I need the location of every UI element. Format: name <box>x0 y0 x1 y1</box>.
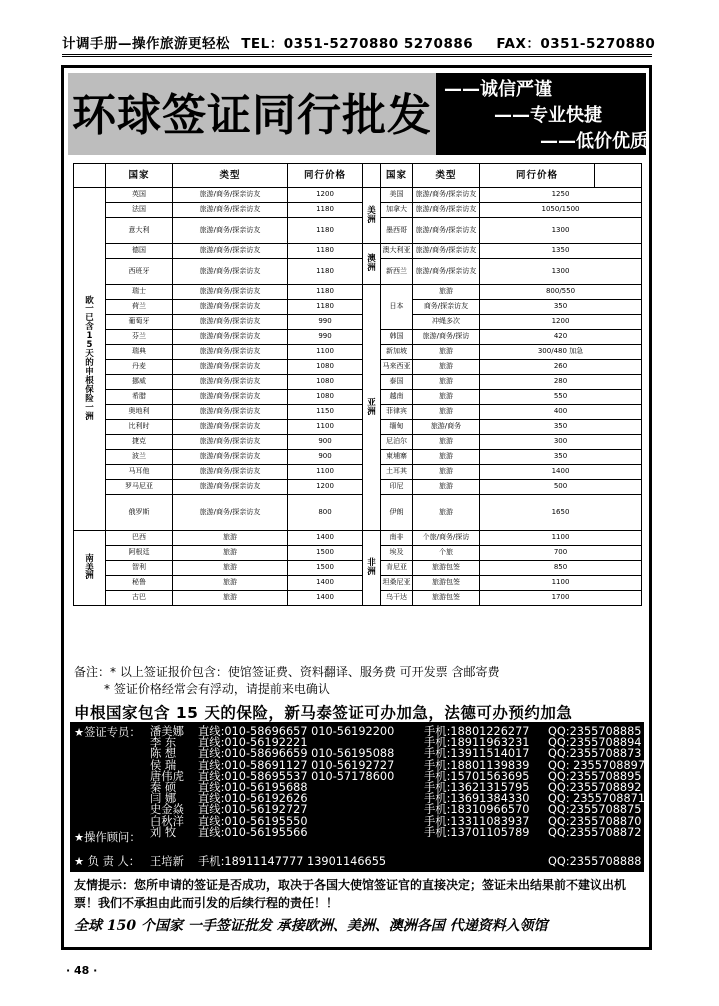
type-cell: 旅游 <box>413 285 480 300</box>
contact-qq: QQ:2355708895 <box>548 769 642 783</box>
contact-landline: 直线:010-56195688 <box>198 781 308 794</box>
country-cell: 尼泊尔 <box>381 435 413 450</box>
table-row <box>74 531 642 546</box>
price-cell: 800 <box>288 495 363 531</box>
type-cell: 旅游/商务/探亲访友 <box>173 420 288 435</box>
contact-landline: 直线:010-58696659 010-56195088 <box>198 747 395 761</box>
region-europe: 欧 一 已 含 1 5 天 的 申 根 保 险 一 洲 <box>74 188 106 531</box>
type-cell: 旅游/商务/探亲访友 <box>173 360 288 375</box>
price-cell: 1050/1500 <box>480 203 642 218</box>
price-cell: 1100 <box>288 420 363 435</box>
country-cell: 柬埔寨 <box>381 450 413 465</box>
type-cell: 旅游包签 <box>413 576 480 591</box>
table-row <box>74 300 642 315</box>
contact-qq: QQ:2355708870 <box>548 814 642 828</box>
country-cell: 智利 <box>106 561 173 576</box>
contact-qq: QQ:2355708875 <box>548 803 642 817</box>
type-cell: 旅游 <box>173 576 288 591</box>
country-cell: 缅甸 <box>381 420 413 435</box>
footer-slogan: 全球 150 个国家 一手签证批发 承接欧洲、美洲、澳洲各国 代递资料入领馆 <box>74 918 548 934</box>
type-cell: 旅游/商务/探亲访友 <box>173 218 288 244</box>
type-cell: 旅游 <box>413 405 480 420</box>
contact-landline: 直线:010-56195566 <box>198 825 308 839</box>
country-cell: 英国 <box>106 188 173 203</box>
price-cell: 1350 <box>480 244 642 259</box>
table-row <box>74 420 642 435</box>
country-cell: 葡萄牙 <box>106 315 173 330</box>
table-row <box>74 435 642 450</box>
type-cell: 旅游/商务/探亲访友 <box>173 203 288 218</box>
price-cell: 350 <box>480 420 642 435</box>
type-cell: 旅游 <box>413 465 480 480</box>
table-row <box>74 576 642 591</box>
contact-mobile: 手机:18911963231 <box>424 736 530 750</box>
price-cell: 1100 <box>288 465 363 480</box>
price-cell: 990 <box>288 315 363 330</box>
type-cell: 旅游/商务/探亲访友 <box>413 218 480 244</box>
price-cell: 990 <box>288 330 363 345</box>
type-cell: 旅游 <box>173 591 288 606</box>
contact-name: 潘美娜 <box>150 725 184 738</box>
region-south-america: 南 美 洲 <box>74 531 106 606</box>
manager-qq: QQ:2355708888 <box>548 855 642 868</box>
price-cell: 1400 <box>480 465 642 480</box>
contact-landline: 直线:010-58691127 010-56192727 <box>198 758 395 772</box>
contact-qq: QQ:2355708872 <box>548 825 642 839</box>
table-row <box>74 244 642 259</box>
table-row <box>74 405 642 420</box>
table-row <box>74 315 642 330</box>
contact-mobile: 手机:13691384330 <box>424 792 530 806</box>
contact-box <box>70 722 644 872</box>
country-cell: 乌干达 <box>381 591 413 606</box>
header-title: 计调手册—操作旅游更轻松 <box>62 36 230 52</box>
contact-name: 史金焱 <box>150 803 184 817</box>
country-cell: 西班牙 <box>106 259 173 285</box>
price-cell: 300/480 加急 <box>480 345 642 360</box>
price-cell: 350 <box>480 300 642 315</box>
price-cell: 1400 <box>288 591 363 606</box>
country-cell: 泰国 <box>381 375 413 390</box>
country-cell: 希腊 <box>106 390 173 405</box>
type-cell: 旅游 <box>413 345 480 360</box>
country-cell: 巴西 <box>106 531 173 546</box>
contact-mobile: 手机:13701105789 <box>424 825 530 839</box>
table-row <box>74 390 642 405</box>
country-cell: 南非 <box>381 531 413 546</box>
country-cell: 加拿大 <box>381 203 413 218</box>
type-cell: 旅游/商务/探亲访友 <box>173 435 288 450</box>
type-cell: 旅游 <box>413 480 480 495</box>
price-cell: 1080 <box>288 360 363 375</box>
contact-name: 刘 牧 <box>150 825 177 839</box>
table-row <box>74 188 642 203</box>
price-cell: 1700 <box>480 591 642 606</box>
type-cell: 旅游/商务/探亲访友 <box>173 300 288 315</box>
type-cell: 旅游/商务 <box>413 420 480 435</box>
contact-landline: 直线:010-56192727 <box>198 803 308 817</box>
type-cell: 旅游/商务/探亲访友 <box>173 259 288 285</box>
price-cell: 850 <box>480 561 642 576</box>
table-row <box>74 345 642 360</box>
type-cell: 旅游/商务/探亲访友 <box>413 259 480 285</box>
contact-name: 白秋洋 <box>150 814 184 828</box>
price-cell: 1100 <box>288 345 363 360</box>
type-cell: 旅游/商务/探亲访友 <box>173 188 288 203</box>
type-cell: 旅游/商务/探亲访友 <box>173 465 288 480</box>
price-cell: 1180 <box>288 300 363 315</box>
region-americas: 美 洲 <box>363 188 381 244</box>
contact-name: 侯 瑞 <box>150 758 177 772</box>
type-cell: 旅游 <box>413 495 480 531</box>
type-cell: 旅游/商务/探亲访友 <box>173 375 288 390</box>
country-cell: 挪威 <box>106 375 173 390</box>
table-row <box>74 259 642 285</box>
note-2: * 签证价格经常会有浮动，请提前来电确认 <box>104 682 330 696</box>
label-advisor: ★操作顾问： <box>74 831 141 844</box>
contact-landline: 直线:010-58696657 010-56192200 <box>198 725 395 738</box>
label-manager: ★ 负 责 人： <box>74 855 141 868</box>
country-cell: 越南 <box>381 390 413 405</box>
country-cell: 土耳其 <box>381 465 413 480</box>
contact-name: 闫 娜 <box>150 792 177 806</box>
country-cell: 瑞典 <box>106 345 173 360</box>
type-cell: 旅游/商务/探亲访友 <box>173 480 288 495</box>
banner-slogans <box>436 73 646 155</box>
table-row <box>74 546 642 561</box>
contact-name: 唐伟虎 <box>150 769 184 783</box>
country-cell: 坦桑尼亚 <box>381 576 413 591</box>
table-row <box>74 591 642 606</box>
type-cell: 旅游/商务/探亲访友 <box>413 244 480 259</box>
country-cell: 墨西哥 <box>381 218 413 244</box>
banner <box>68 73 646 155</box>
price-cell: 900 <box>288 450 363 465</box>
label-specialist: ★签证专员： <box>74 726 141 739</box>
col-price: 同行价格 <box>288 164 363 188</box>
country-cell: 波兰 <box>106 450 173 465</box>
price-cell: 1080 <box>288 390 363 405</box>
price-cell: 550 <box>480 390 642 405</box>
price-cell: 1180 <box>288 285 363 300</box>
type-cell: 旅游/商务/探亲访友 <box>413 203 480 218</box>
type-cell: 旅游/商务/探亲访友 <box>173 405 288 420</box>
country-cell: 古巴 <box>106 591 173 606</box>
warning-text: 友情提示：您所申请的签证是否成功，取决于各国大使馆签证官的直接决定；签证未出结果前不建议出机票！我们不承担由此而引发的后续行程的责任！！ <box>74 878 627 910</box>
price-cell: 300 <box>480 435 642 450</box>
type-cell: 个旅/商务/探访 <box>413 531 480 546</box>
slogan-1: ——诚信严谨 <box>444 79 552 100</box>
type-cell: 旅游 <box>413 435 480 450</box>
price-cell: 1400 <box>288 531 363 546</box>
price-cell: 1200 <box>480 315 642 330</box>
country-cell: 罗马尼亚 <box>106 480 173 495</box>
table-row <box>74 203 642 218</box>
table-row <box>74 465 642 480</box>
contact-qq: QQ: 2355708897 <box>548 758 646 772</box>
contact-name: 李 东 <box>150 736 177 750</box>
type-cell: 旅游/商务/探亲访友 <box>413 188 480 203</box>
table-row <box>74 495 642 531</box>
type-cell: 旅游/商务/探亲访友 <box>173 345 288 360</box>
type-cell: 旅游 <box>413 390 480 405</box>
table-row <box>74 375 642 390</box>
region-oceania: 澳 洲 <box>363 244 381 285</box>
type-cell: 旅游 <box>413 450 480 465</box>
price-cell: 260 <box>480 360 642 375</box>
slogan-2: ——专业快捷 <box>494 105 602 126</box>
manager-mobile: 手机:18911147777 13901146655 <box>198 855 387 868</box>
country-cell: 美国 <box>381 188 413 203</box>
price-cell: 1650 <box>480 495 642 531</box>
price-cell: 1250 <box>480 188 642 203</box>
country-cell: 菲律宾 <box>381 405 413 420</box>
price-cell: 1200 <box>288 188 363 203</box>
price-cell: 700 <box>480 546 642 561</box>
contact-mobile: 手机:15701563695 <box>424 769 530 783</box>
type-cell: 冲绳多次 <box>413 315 480 330</box>
type-cell: 旅游/商务/探亲访友 <box>173 285 288 300</box>
highlight-text: 申根国家包含 15 天的保险，新马泰签证可办加急，法德可办预约加急 <box>74 704 573 722</box>
price-cell: 350 <box>480 450 642 465</box>
price-cell: 1300 <box>480 218 642 244</box>
price-cell: 1400 <box>288 576 363 591</box>
country-cell: 德国 <box>106 244 173 259</box>
country-cell: 秘鲁 <box>106 576 173 591</box>
country-cell: 阿根廷 <box>106 546 173 561</box>
country-cell: 瑞士 <box>106 285 173 300</box>
price-cell: 1100 <box>480 576 642 591</box>
banner-title: 环球签证同行批发 <box>72 90 432 141</box>
price-cell: 400 <box>480 405 642 420</box>
contact-mobile: 手机:18310966570 <box>424 803 530 817</box>
country-cell: 奥地利 <box>106 405 173 420</box>
table-row <box>74 450 642 465</box>
table-row <box>74 330 642 345</box>
country-cell: 韩国 <box>381 330 413 345</box>
price-cell: 1300 <box>480 259 642 285</box>
page-number: · 48 · <box>66 964 98 977</box>
header-blank <box>595 164 642 188</box>
country-cell: 新加坡 <box>381 345 413 360</box>
country-cell: 印尼 <box>381 480 413 495</box>
col-price: 同行价格 <box>480 164 595 188</box>
col-type: 类型 <box>173 164 288 188</box>
type-cell: 旅游 <box>173 561 288 576</box>
contact-qq: QQ:2355708892 <box>548 781 642 794</box>
type-cell: 旅游/商务/探亲访友 <box>173 244 288 259</box>
price-cell: 1180 <box>288 244 363 259</box>
contact-mobile: 手机:13911514017 <box>424 747 530 761</box>
contact-mobile: 手机:18801139839 <box>424 758 530 772</box>
country-cell: 马耳他 <box>106 465 173 480</box>
contact-landline: 直线:010-56192626 <box>198 792 308 806</box>
country-cell: 荷兰 <box>106 300 173 315</box>
price-cell: 280 <box>480 375 642 390</box>
header-blank <box>74 164 106 188</box>
type-cell: 旅游/商务/探亲访友 <box>173 495 288 531</box>
note-1: 备注：* 以上签证报价包含：使馆签证费、资料翻译、服务费 可开发票 含邮寄费 <box>74 665 500 679</box>
country-cell: 伊朗 <box>381 495 413 531</box>
contact-landline: 直线:010-56192221 <box>198 736 308 750</box>
page-header <box>62 32 656 57</box>
type-cell: 旅游 <box>413 375 480 390</box>
type-cell: 旅游包签 <box>413 591 480 606</box>
contact-name: 陈 想 <box>150 747 177 761</box>
price-cell: 1500 <box>288 561 363 576</box>
type-cell: 旅游 <box>413 360 480 375</box>
price-cell: 1180 <box>288 218 363 244</box>
header-fax: FAX：0351-5270880 <box>496 36 656 52</box>
country-cell: 俄罗斯 <box>106 495 173 531</box>
price-cell: 1080 <box>288 375 363 390</box>
contact-qq: QQ:2355708885 <box>548 725 642 738</box>
contact-landline: 直线:010-56195550 <box>198 814 308 828</box>
country-cell: 比利时 <box>106 420 173 435</box>
country-cell: 丹麦 <box>106 360 173 375</box>
table-row <box>74 480 642 495</box>
type-cell: 旅游 <box>173 531 288 546</box>
table-row <box>74 285 642 300</box>
country-cell: 芬兰 <box>106 330 173 345</box>
country-cell: 捷克 <box>106 435 173 450</box>
table-row <box>74 360 642 375</box>
price-cell: 420 <box>480 330 642 345</box>
visa-price-table <box>73 163 642 606</box>
region-asia: 亚 洲 <box>363 285 381 531</box>
type-cell: 个旅 <box>413 546 480 561</box>
country-cell: 新西兰 <box>381 259 413 285</box>
country-cell: 澳大利亚 <box>381 244 413 259</box>
type-cell: 旅游包签 <box>413 561 480 576</box>
price-cell: 1180 <box>288 259 363 285</box>
type-cell: 旅游/商务/探亲访友 <box>173 330 288 345</box>
contact-qq: QQ:2355708873 <box>548 747 642 761</box>
price-cell: 1200 <box>288 480 363 495</box>
price-cell: 900 <box>288 435 363 450</box>
type-cell: 旅游/商务/探亲访友 <box>173 450 288 465</box>
country-cell: 法国 <box>106 203 173 218</box>
contact-name: 秦 硕 <box>150 781 177 794</box>
type-cell: 旅游/商务/探亲访友 <box>173 390 288 405</box>
contact-mobile: 手机:18801226277 <box>424 725 530 738</box>
table-header-row <box>74 164 642 188</box>
contact-landline: 直线:010-58695537 010-57178600 <box>198 769 395 783</box>
country-cell: 马来西亚 <box>381 360 413 375</box>
type-cell: 旅游 <box>173 546 288 561</box>
col-type: 类型 <box>413 164 480 188</box>
country-cell: 日本 <box>381 285 413 330</box>
table-row <box>74 218 642 244</box>
country-cell: 肯尼亚 <box>381 561 413 576</box>
col-country: 国家 <box>381 164 413 188</box>
region-africa: 非 洲 <box>363 531 381 606</box>
price-cell: 500 <box>480 480 642 495</box>
type-cell: 旅游/商务/探访 <box>413 330 480 345</box>
header-tel: TEL：0351-5270880 5270886 <box>241 36 474 52</box>
price-cell: 1150 <box>288 405 363 420</box>
notes <box>74 664 499 698</box>
price-cell: 800/550 <box>480 285 642 300</box>
type-cell: 旅游/商务/探亲访友 <box>173 315 288 330</box>
manager-name: 王培新 <box>150 855 184 868</box>
price-cell: 1100 <box>480 531 642 546</box>
slogan-3: ——低价优质 <box>540 131 648 152</box>
price-cell: 1180 <box>288 203 363 218</box>
contact-qq: QQ: 2355708871 <box>548 792 646 806</box>
table-row <box>74 561 642 576</box>
country-cell: 意大利 <box>106 218 173 244</box>
col-country: 国家 <box>106 164 173 188</box>
country-cell: 埃及 <box>381 546 413 561</box>
header-blank <box>363 164 381 188</box>
price-cell: 1500 <box>288 546 363 561</box>
contact-qq: QQ:2355708894 <box>548 736 642 750</box>
contact-mobile: 手机:13621315795 <box>424 781 530 794</box>
type-cell: 商务/探亲访友 <box>413 300 480 315</box>
contact-mobile: 手机:13311083937 <box>424 814 530 828</box>
